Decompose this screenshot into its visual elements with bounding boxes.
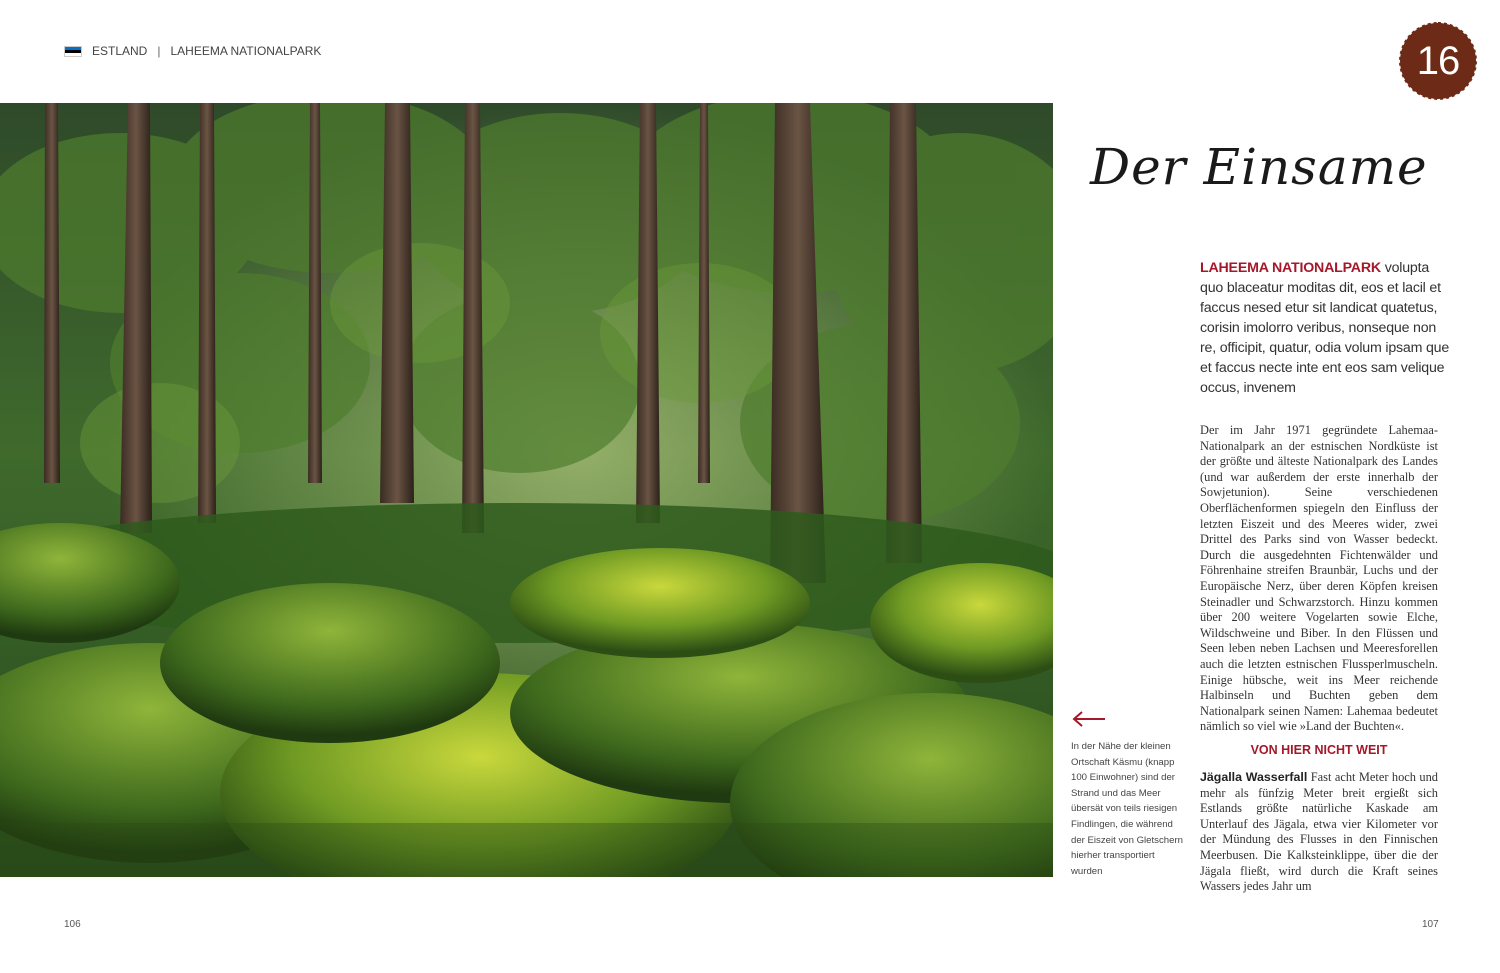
header-country: ESTLAND (92, 44, 148, 58)
nearby-title: Jägalla Wasserfall (1200, 770, 1308, 784)
nearby-subheading: VON HIER NICHT WEIT (1250, 743, 1388, 757)
page-number-right: 107 (1422, 919, 1439, 930)
page-number-left: 106 (64, 919, 81, 930)
photo-caption: In der Nähe der kleinen Ortschaft Käsmu (knapp 100 Einwohner) sind der Strand und das Meer übersät von teils riesigen Findlingen, die während der Eiszeit von Gletschern hierher transportiert wurden (1071, 741, 1183, 877)
estonia-flag-icon (64, 46, 82, 57)
chapter-number-badge: 16 (1402, 25, 1474, 97)
header-park: LAHEEMA NATIONALPARK (170, 44, 322, 58)
lead-paragraph (1200, 258, 1450, 398)
lead-text: volupta quo blaceatur moditas dit, eos et lacil et faccus nesed etur sit landicat quatetus, corisin imolorro veribus, nonseque non re, officipit, quatur, odia volum ipsam que et faccus necte inte ent eos sam velique occus, invenem (1200, 260, 1450, 396)
nearby-paragraph (1200, 770, 1438, 895)
chapter-title: Der Einsame (1090, 138, 1428, 196)
page-header (64, 44, 321, 58)
forest-photo (0, 103, 1053, 877)
lead-highlight: LAHEEMA NATIONALPARK (1200, 260, 1381, 276)
body-paragraph: Der im Jahr 1971 gegründete Lahemaa-Nationalpark an der estnischen Nordküste ist der größte und älteste Nationalpark des Landes (und war außerdem der erste innerhalb der Sowjetunion). Seine verschiedenen Oberflächenformen spiegeln den Einfluss der letzten Eiszeit und des Meeres wider, zwei Drittel des Parks sind von Wasser bedeckt. Durch die ausgedehnten Fichtenwälder und Föhrenhaine streifen Braunbär, Luchs und der Europäische Nerz, über deren Köpfen kreisen Steinadler und Schwarzstorch. Hinzu kommen über 200 weitere Vogelarten sowie Elche, Wildschweine und Biber. In den Flüssen und Seen leben neben Lachsen und Meeresforellen auch die letzten estnischen Flussperlmuscheln. Einige hübsche, weit ins Meer reichende Halbinseln und Buchten geben dem Nationalpark seinen Namen: Lahemaa bedeutet nämlich so viel wie »Land der Buchten«. (1200, 423, 1438, 734)
nearby-text: Fast acht Meter hoch und mehr als fünfzig Meter breit ergießt sich Estlands größte natürliche Kaskade am Unterlauf des Jägala, etwa vier Kilometer vor der Mündung des Flusses in den Finnischen Meerbusen. Die Kalksteinklippe, über die der Jägala fließt, wird durch die Kraft seines Wassers jedes Jahr um (1200, 770, 1438, 894)
arrow-left-icon (1072, 710, 1106, 728)
header-separator: | (157, 44, 161, 58)
